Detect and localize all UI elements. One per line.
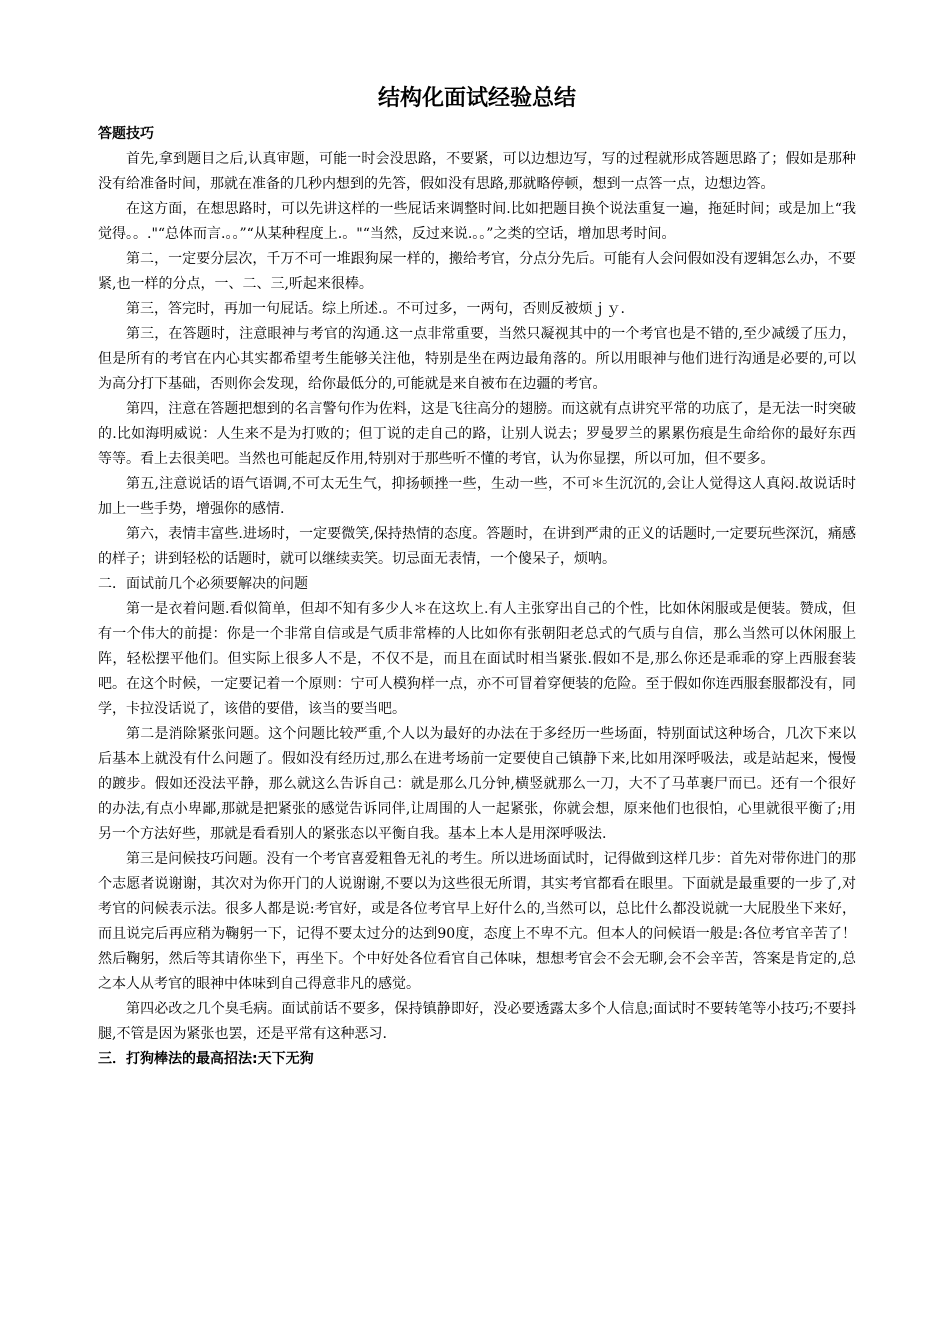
paragraph: 第三，在答题时，注意眼神与考官的沟通.这一点非常重要，当然只凝视其中的一个考官也是不错的,至少减缓了压力，但是所有的考官在内心其实都希望考生能够关注他，特别是坐在两边最角落的。所以用眼神与他们进行沟通是必要的,可以为高分打下基础，否则你会发现，给你最低分的,可能就是来自被布在边疆的考官。 [98,326,856,392]
paragraph: 第三是问候技巧问题。没有一个考官喜爱粗鲁无礼的考生。所以进场面试时，记得做到这样几步：首先对带你进门的那个志愿者说谢谢，其次对为你开门的人说谢谢,不要以为这些很无所谓，其实考官都看在眼里。下面就是最重要的一步了,对考官的问候表示法。很多人都是说:考官好，或是各位考官早上好什么的,当然可以，总比什么都没说就一大屁股坐下来好，而且说完后再应稍为鞠躬一下，记得不要太过分的达到90度，态度上不卑不亢。但本人的问候语一般是:各位考官辛苦了！然后鞠躬，然后等其请你坐下，再坐下。个中好处各位看官自己体味，想想考官会不会无聊,会不会辛苦，答案是肯定的,总之本人从考官的眼神中体味到自己得意非凡的感觉。 [98,851,856,992]
paragraph: 在这方面，在想思路时，可以先讲这样的一些屁话来调整时间.比如把题目换个说法重复一遍，拖延时间；或是加上“我觉得。。."“总体而言.。。”“从某种程度上.。"“当然，反过来说.。。”之类的空话，增加思考时间。 [98,201,856,242]
section-heading-answer-skills: 答题技巧 [98,126,154,142]
paragraph: 第六，表情丰富些.进场时，一定要微笑,保持热情的态度。答题时，在讲到严肃的正义的话题时,一定要玩些深沉，痛感的样子；讲到轻松的话题时，就可以继续卖笑。切忌面无表情，一个傻呆子，烦呐。 [98,526,856,567]
paragraph: 第四必改之几个臭毛病。面试前话不要多，保持镇静即好，没必要透露太多个人信息;面试时不要转笔等小技巧;不要抖腿,不管是因为紧张也罢，还是平常有这种恶习. [98,1001,856,1042]
paragraph: 第一是衣着问题.看似简单，但却不知有多少人＊在这坎上.有人主张穿出自己的个性，比如休闲服或是便装。赞成，但有一个伟大的前提：你是一个非常自信或是气质非常棒的人比如你有张朝阳老总式的气质与自信，那么当然可以休闲服上阵，轻松摆平他们。但实际上很多人不是，不仅不是，而且在面试时相当紧张.假如不是,那么你还是乖乖的穿上西服套装吧。在这个时候，一定要记着一个原则：宁可人模狗样一点，亦不可冒着穿便装的危险。至于假如你连西服套服都没有，同学，卡拉没话说了，该借的要借，该当的要当吧。 [98,601,856,717]
section-heading-ultimate-move: 三．打狗棒法的最高招法:天下无狗 [98,1051,314,1067]
paragraph: 首先,拿到题目之后,认真审题，可能一时会没思路，不要紧，可以边想边写，写的过程就形成答题思路了；假如是那种没有给准备时间，那就在准备的几秒内想到的先答，假如没有思路,那就略停顿，想到一点答一点，边想边答。 [98,151,856,192]
paragraph: 第三，答完时，再加一句屁话。综上所述.。不可过多，一两句，否则反被烦ｊｙ. [126,301,625,317]
paragraph: 第五,注意说话的语气语调,不可太无生气，抑扬顿挫一些，生动一些，不可＊生沉沉的,会让人觉得这人真闷.故说话时加上一些手势，增强你的感情. [98,476,856,517]
section-heading-pre-interview: 二．面试前几个必须要解决的问题 [98,576,308,592]
paragraph: 第二是消除紧张问题。这个问题比较严重,个人以为最好的办法在于多经历一些场面，特别面试这种场合，几次下来以后基本上就没有什么问题了。假如没有经历过,那么在进考场前一定要使自己镇静下来,比如用深呼吸法，或是站起来，慢慢的踱步。假如还没法平静，那么就这么告诉自己：就是那么几分钟,横竖就那么一刀，大不了马革裹尸而已。还有一个很好的办法,有点小卑鄙,那就是把紧张的感觉告诉同伴,让周围的人一起紧张，你就会想，原来他们也很怕，心里就很平衡了;用另一个方法好些，那就是看看别人的紧张态以平衡自我。基本上本人是用深呼吸法. [98,726,856,842]
paragraph: 第二，一定要分层次，千万不可一堆跟狗屎一样的，搬给考官，分点分先后。可能有人会问假如没有逻辑怎么办，不要紧,也一样的分点，一、二、三,听起来很棒。 [98,251,856,292]
document-title: 结构化面试经验总结 [377,86,576,111]
paragraph: 第四，注意在答题把想到的名言警句作为佐料，这是飞往高分的翅膀。而这就有点讲究平常的功底了，是无法一时突破的.比如海明威说：人生来不是为打败的；但丁说的走自己的路，让别人说去；罗曼罗兰的累累伤痕是生命给你的最好东西等等。看上去很美吧。当然也可能起反作用,特别对于那些听不懂的考官，认为你显摆，所以可加，但不要多。 [98,401,856,467]
